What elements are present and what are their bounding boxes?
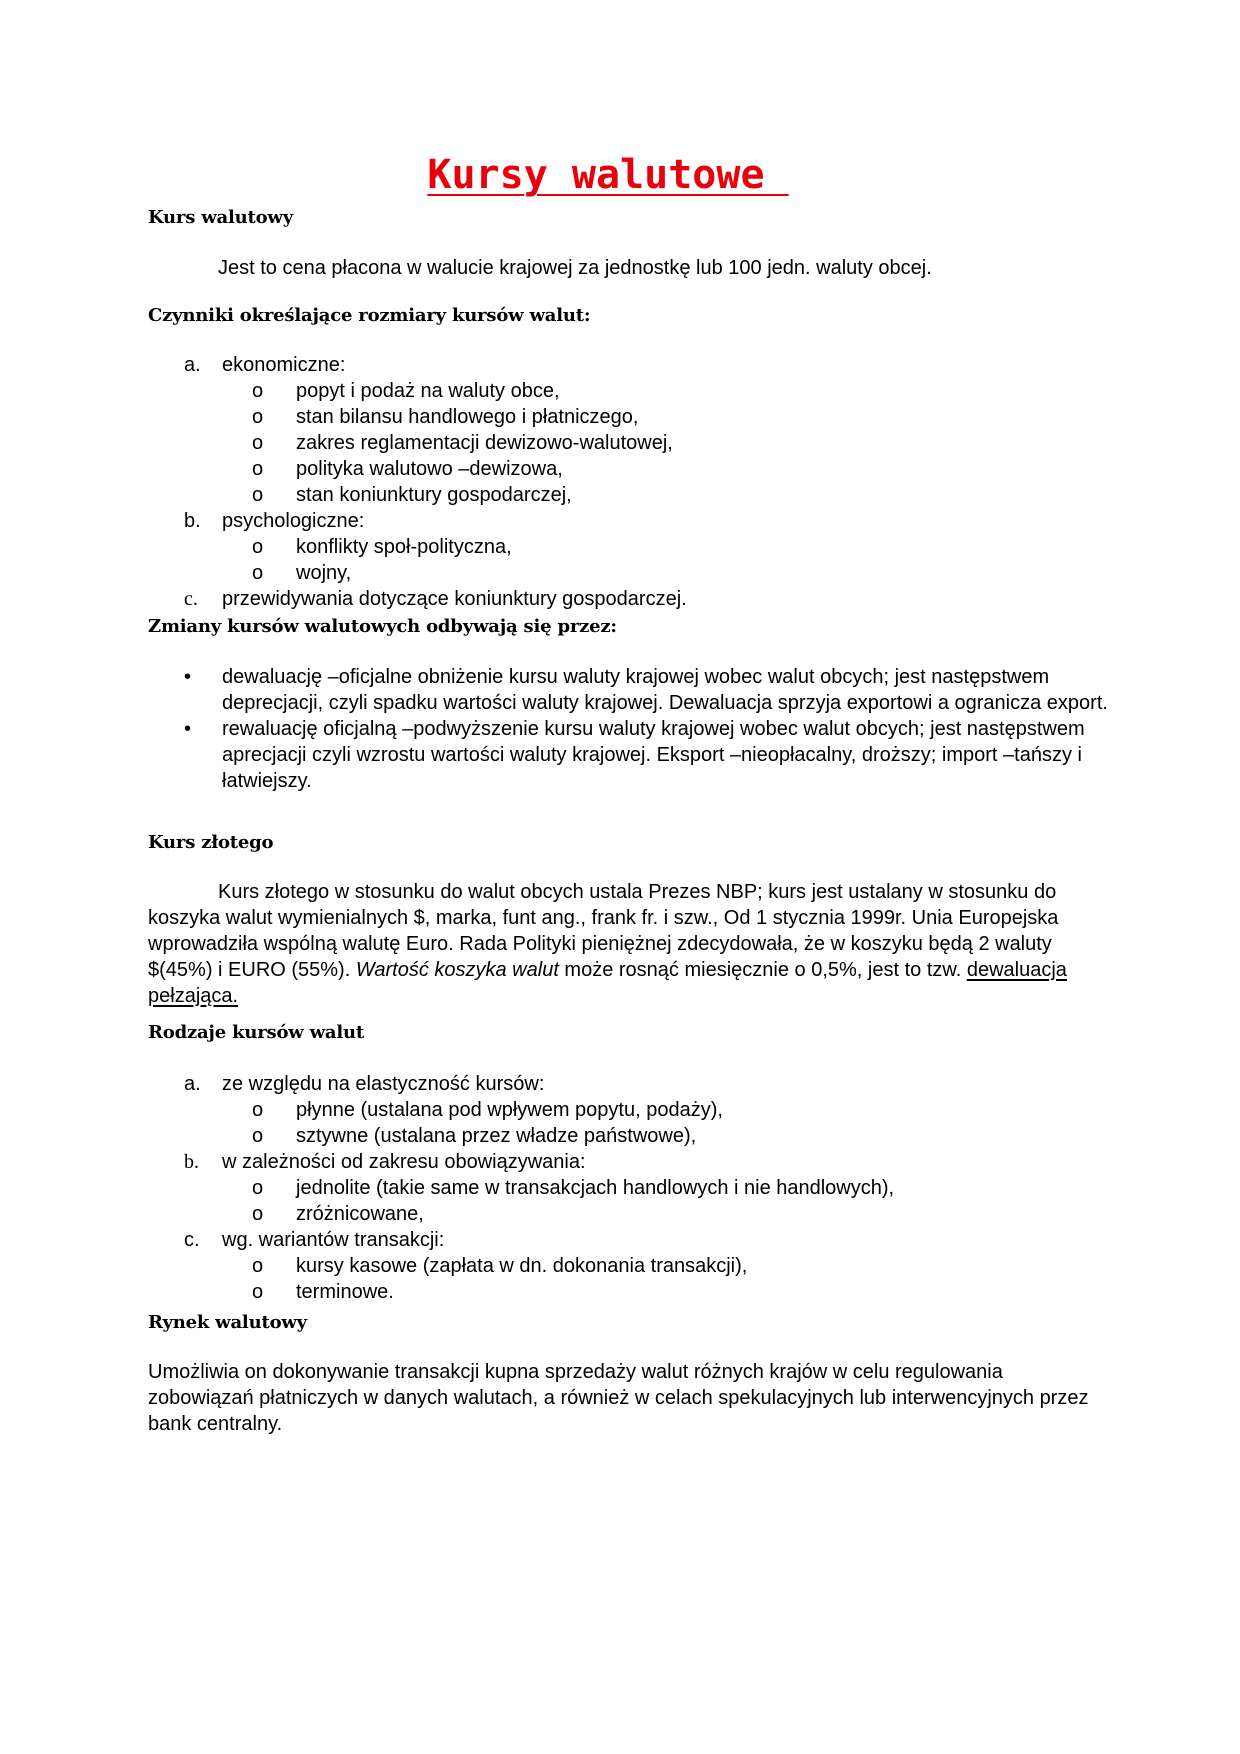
list-item xyxy=(148,1071,1108,1149)
sublist-item-text: konflikty społ-polityczna, xyxy=(296,536,512,558)
sub-marker: o xyxy=(252,1099,264,1121)
sub-marker: o xyxy=(252,1255,264,1277)
sub-marker: o xyxy=(252,562,264,584)
list-rodzaje xyxy=(148,1071,1108,1305)
sublist-item xyxy=(222,560,1108,586)
sublist-item xyxy=(222,378,1108,404)
sublist-item-text: zakres reglamentacji dewizowo-walutowej, xyxy=(296,432,673,454)
list-item-label: wg. wariantów transakcji: xyxy=(222,1229,445,1251)
paragraph-kurs-zlotego xyxy=(148,879,1108,1009)
sublist-item xyxy=(222,1123,1108,1149)
sublist-item xyxy=(222,1097,1108,1123)
list-marker: b. xyxy=(184,510,201,532)
sub-marker: o xyxy=(252,380,264,402)
bullet-marker: • xyxy=(184,718,192,740)
sublist-item-text: popyt i podaż na waluty obce, xyxy=(296,380,560,402)
sub-marker: o xyxy=(252,1281,264,1303)
list-czynniki xyxy=(148,352,1108,612)
list-item xyxy=(148,1227,1108,1305)
list-marker: c. xyxy=(184,588,198,610)
bullet-marker: • xyxy=(184,666,192,688)
bullet-item xyxy=(148,664,1108,716)
sub-marker: o xyxy=(252,1203,264,1225)
list-item-label: ekonomiczne: xyxy=(222,354,346,376)
sublist-item-text: stan bilansu handlowego i płatniczego, xyxy=(296,406,639,428)
sublist-item-text: sztywne (ustalana przez władze państwowe), xyxy=(296,1125,697,1147)
sublist-item-text: wojny, xyxy=(296,562,352,584)
heading-czynniki: Czynniki określające rozmiary kursów walut: xyxy=(148,305,591,326)
sublist-item xyxy=(222,1175,1108,1201)
sublist xyxy=(222,534,1108,586)
sublist-item xyxy=(222,430,1108,456)
sublist-item-text: stan koniunktury gospodarczej, xyxy=(296,484,572,506)
sub-marker: o xyxy=(252,536,264,558)
list-item xyxy=(148,1149,1108,1227)
list-item-label: przewidywania dotyczące koniunktury gospodarczej. xyxy=(222,588,687,610)
sublist-item-text: jednolite (takie same w transakcjach handlowych i nie handlowych), xyxy=(296,1177,895,1199)
bullet-item-text: rewaluację oficjalną –podwyższenie kursu waluty krajowej wobec walut obcych; jest następstwem aprecjacji czyli wzrostu wartości waluty krajowej. Eksport –nieopłacalny, droższy; import –tańszy i łatwiejszy. xyxy=(222,718,1085,792)
list-item-label: ze względu na elastyczność kursów: xyxy=(222,1073,545,1095)
list-item xyxy=(148,508,1108,586)
sublist-item xyxy=(222,456,1108,482)
list-item-label: psychologiczne: xyxy=(222,510,365,532)
heading-kurs-zlotego: Kurs złotego xyxy=(148,832,274,853)
sub-marker: o xyxy=(252,406,264,428)
sublist-item xyxy=(222,534,1108,560)
heading-kurs-walutowy: Kurs walutowy xyxy=(148,207,293,228)
list-item xyxy=(148,352,1108,508)
sublist-item-text: zróżnicowane, xyxy=(296,1203,424,1225)
paragraph-rynek: Umożliwia on dokonywanie transakcji kupna sprzedaży walut różnych krajów w celu regulowania zobowiązań płatniczych w danych walutach, a również w celach spekulacyjnych lub interwencyjnych przez bank centralny. xyxy=(148,1361,1089,1435)
paragraph-text: może rosnąć miesięcznie o 0,5%, jest to tzw. xyxy=(558,959,967,981)
bullet-item xyxy=(148,716,1108,794)
sub-marker: o xyxy=(252,458,264,480)
sublist-item xyxy=(222,1201,1108,1227)
sublist-item-text: terminowe. xyxy=(296,1281,394,1303)
sublist-item xyxy=(222,482,1108,508)
sub-marker: o xyxy=(252,1125,264,1147)
list-marker: c. xyxy=(184,1229,200,1251)
sublist xyxy=(222,1097,1108,1149)
paragraph-text: Kurs złotego w stosunku do walut obcych ustala Prezes NBP; kurs jest ustalany w stosunku do koszyka walut wymienialnych $, marka, funt ang., frank fr. i szw., Od 1 stycznia 1999r. Unia Europejska wprowadziła wspólną walutę Euro. Rada Polityki pieniężnej zdecydowała, że w koszyku będą 2 waluty $(45%) i EURO (55%). xyxy=(148,881,1059,981)
bullet-item-text: dewaluację –oficjalne obniżenie kursu waluty krajowej wobec walut obcych; jest następstwem deprecjacji, czyli spadku wartości waluty krajowej. Dewaluacja sprzyja exportowi a ogranicza export. xyxy=(222,666,1108,714)
page-title: Kursy walutowe xyxy=(427,152,789,198)
sublist xyxy=(222,1253,1108,1305)
sublist-item-text: płynne (ustalana pod wpływem popytu, podaży), xyxy=(296,1099,723,1121)
underlined-term: dewaluacja pełzająca. xyxy=(148,959,1067,1007)
sub-marker: o xyxy=(252,432,264,454)
sub-marker: o xyxy=(252,484,264,506)
list-item-label: w zależności od zakresu obowiązywania: xyxy=(222,1151,586,1173)
sublist-item-text: kursy kasowe (zapłata w dn. dokonania transakcji), xyxy=(296,1255,748,1277)
list-marker: b. xyxy=(184,1151,199,1173)
sublist-item xyxy=(222,404,1108,430)
italic-phrase: Wartość koszyka walut xyxy=(355,959,559,981)
heading-rodzaje: Rodzaje kursów walut xyxy=(148,1022,365,1043)
heading-zmiany: Zmiany kursów walutowych odbywają się przez: xyxy=(148,616,617,637)
sublist xyxy=(222,378,1108,508)
heading-rynek: Rynek walutowy xyxy=(148,1312,307,1333)
sublist xyxy=(222,1175,1108,1227)
bullet-list-zmiany xyxy=(148,664,1108,794)
sub-marker: o xyxy=(252,1177,264,1199)
list-marker: a. xyxy=(184,354,201,376)
list-marker: a. xyxy=(184,1073,201,1095)
paragraph-kurs-walutowy: Jest to cena płacona w walucie krajowej za jednostkę lub 100 jedn. waluty obcej. xyxy=(218,257,932,279)
sublist-item xyxy=(222,1279,1108,1305)
list-item xyxy=(148,586,1108,612)
sublist-item xyxy=(222,1253,1108,1279)
sublist-item-text: polityka walutowo –dewizowa, xyxy=(296,458,563,480)
